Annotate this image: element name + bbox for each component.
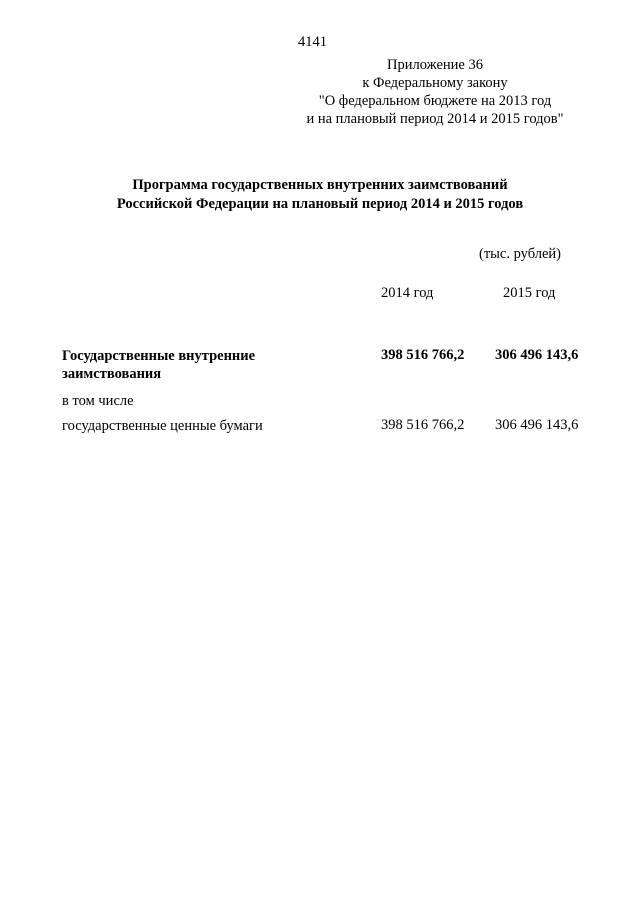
table-cell-total-2015: 306 496 143,6	[495, 347, 579, 363]
units-label: (тыс. рублей)	[479, 246, 561, 262]
appendix-line: и на плановый период 2014 и 2015 годов"	[306, 111, 564, 127]
page-number: 4141	[298, 34, 327, 50]
table-cell-securities-2015: 306 496 143,6	[495, 417, 579, 433]
table-row-label-total	[62, 347, 255, 383]
title-line: Программа государственных внутренних заимствований	[132, 177, 508, 193]
column-header-2014: 2014 год	[381, 285, 434, 301]
appendix-line: "О федеральном бюджете на 2013 год	[318, 93, 552, 109]
appendix-line: Приложение 36	[387, 57, 483, 73]
appendix-line: к Федеральному закону	[362, 75, 508, 91]
row-label-line: Государственные внутренние	[62, 348, 256, 364]
table-row-label-securities: государственные ценные бумаги	[62, 418, 263, 434]
row-label-line: заимствования	[62, 366, 162, 382]
table-cell-securities-2014: 398 516 766,2	[381, 417, 465, 433]
title-line: Российской Федерации на плановый период 2014 и 2015 годов	[116, 196, 524, 212]
table-row-label-including: в том числе	[62, 393, 134, 409]
appendix-reference	[295, 56, 575, 128]
document-title	[60, 176, 580, 214]
column-header-2015: 2015 год	[503, 285, 556, 301]
table-cell-total-2014: 398 516 766,2	[381, 347, 465, 363]
